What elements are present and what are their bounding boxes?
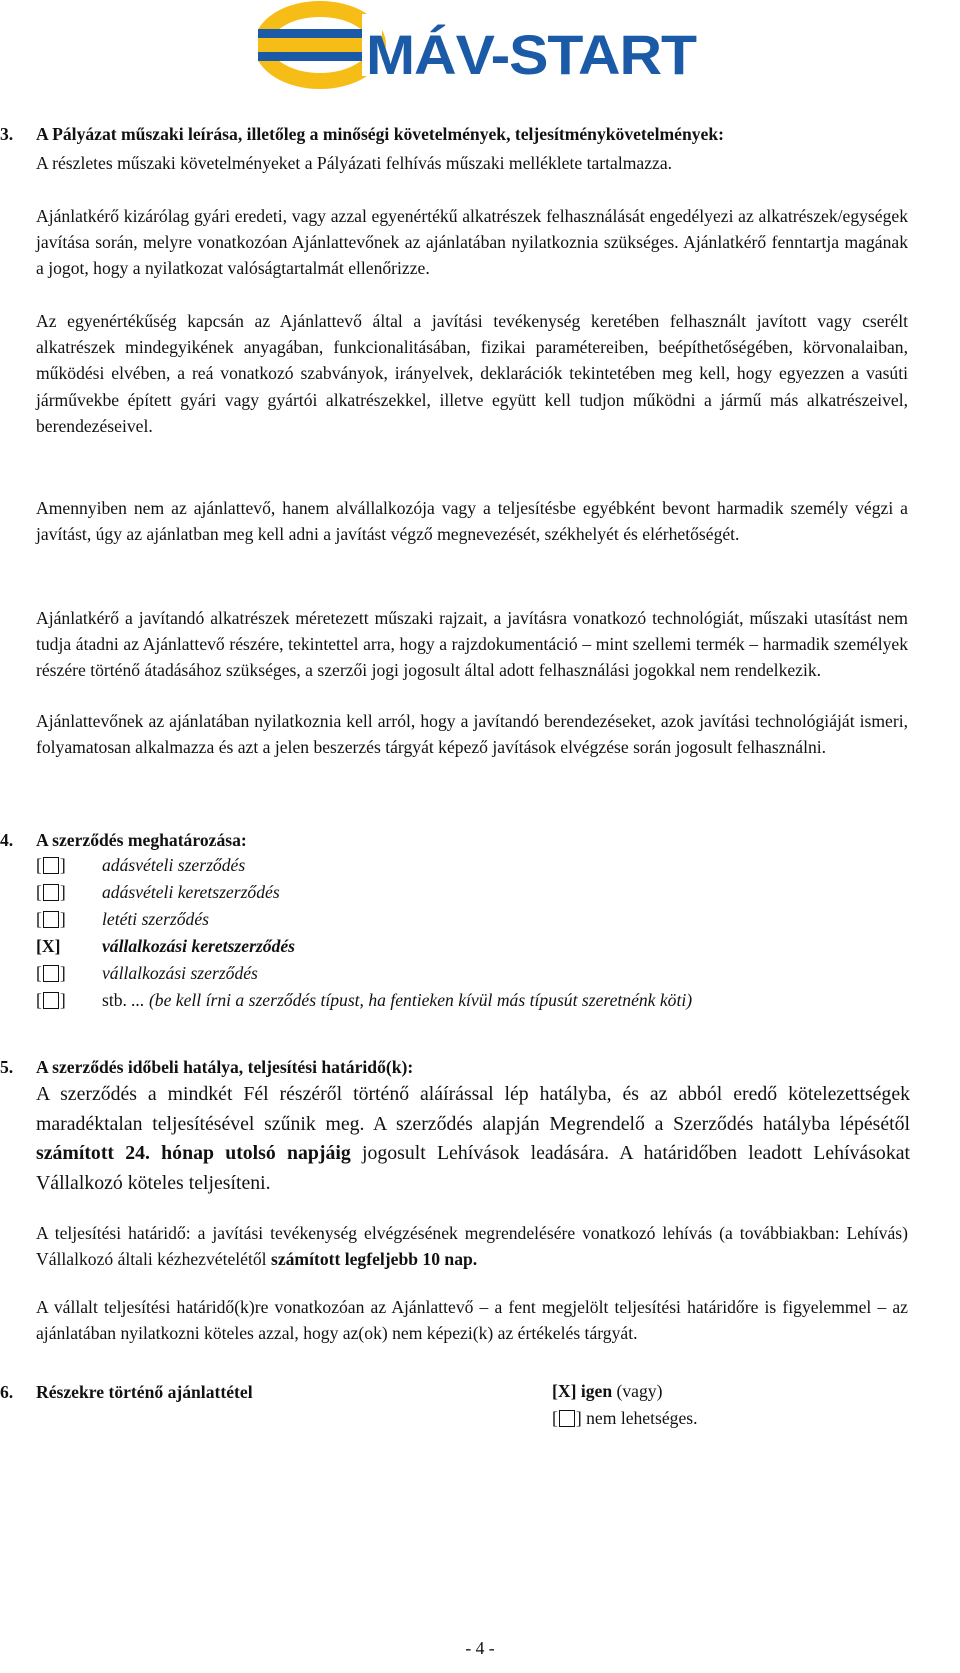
contract-option[interactable]: [ ] letéti szerződés <box>36 909 210 929</box>
split-option-no[interactable]: [ ] nem lehetséges. <box>552 1408 698 1428</box>
section-6-number: 6. <box>0 1382 14 1402</box>
checkbox-empty[interactable] <box>43 965 59 982</box>
checkbox-empty[interactable] <box>43 884 59 901</box>
page-number: - 4 - <box>465 1638 495 1658</box>
checkbox-empty[interactable] <box>43 857 59 874</box>
logo-emblem-icon <box>258 9 382 81</box>
logo-wordmark: MÁV-START <box>366 23 697 86</box>
section-4-number: 4. <box>0 830 14 850</box>
section-5-paragraph-3: A vállalt teljesítési határidő(k)re vonatkozóan az Ajánlattevő – a fent megjelölt teljesítési határidőre is figyelemmel – az ajánlatában nyilatkozni köteles azzal, hogy az(ok) nem képezi(k) az értékelés tárgyát. <box>36 1297 908 1344</box>
checkbox-empty[interactable] <box>559 1410 575 1427</box>
section-5-paragraph-1: A szerződés a mindkét Fél részéről történő aláírással lép hatályba, és az abból eredő kötelezettségek maradéktalan teljesítésével szűnik meg. A szerződés alapján Megrendelő a Szerződés hatályba lépésétől számított 24. hónap utolsó napjáig jogosult Lehívások leadására. A határidőben leadott Lehívásokat Vállalkozó köteles teljesíteni. <box>36 1083 910 1194</box>
contract-option[interactable]: [ ] vállalkozási szerződés <box>36 963 258 983</box>
contract-option-selected[interactable]: [X] vállalkozási keretszerződés <box>36 933 295 959</box>
section-3-title: A Pályázat műszaki leírása, illetőleg a minőségi követelmények, teljesítménykövetelmények: <box>36 124 724 144</box>
section-6-title: Részekre történő ajánlattétel <box>36 1382 253 1402</box>
checkbox-checked[interactable]: [X] <box>36 936 61 956</box>
section-3-paragraph-2: Az egyenértékűség kapcsán az Ajánlattevő által a javítási tevékenység keretében felhasznált javított vagy cserélt alkatrészek mindegyikének anyagában, funkcionalitásában, fizikai paramétereiben, beépíthetőségében, körvonalaiban, működési elvében, a reá vonatkozó szabványok, irányelvek, deklarációk tekintetében meg kell, hogy egyezzen a vasúti járművekbe épített gyári vagy gyártói alkatrészekkel, illetve együtt kell tudjon működni a jármű más alkatrészeivel, berendezéseivel. <box>36 311 908 436</box>
section-3-paragraph-4: Ajánlatkérő a javítandó alkatrészek méretezett műszaki rajzait, a javításra vonatkozó technológiát, műszaki utasítást nem tudja átadni az Ajánlattevő részére, tekintettel arra, hogy a rajzdokumentáció – mint szellemi termék – harmadik személyek részére történő átadásához szükséges, a szerzői jogi jogosult által adott felhasználási jogokkal nem rendelkezik. <box>36 608 908 681</box>
mav-start-logo <box>258 0 698 100</box>
checkbox-empty[interactable] <box>43 911 59 928</box>
section-4-title: A szerződés meghatározása: <box>36 830 247 850</box>
contract-option[interactable]: [ ] adásvételi keretszerződés <box>36 882 280 902</box>
section-3-paragraph-1: Ajánlatkérő kizárólag gyári eredeti, vagy azzal egyenértékű alkatrészek felhasználását engedélyezi az alkatrészek/egységek javítása során, melyre vonatkozóan Ajánlattevőnek az ajánlatában nyilatkoznia szükséges. Ajánlatkérő fenntartja magának a jogot, hogy a nyilatkozat valóságtartalmát ellenőrizze. <box>36 206 908 279</box>
section-3-paragraph-3: Amennyiben nem az ajánlattevő, hanem alvállalkozója vagy a teljesítésbe egyébként bevont harmadik személy végzi a javítást, úgy az ajánlatban meg kell adni a javítást végző megnevezését, székhelyét és elérhetőségét. <box>36 498 908 545</box>
section-3-intro: A részletes műszaki követelményeket a Pályázati felhívás műszaki melléklete tartalmazza. <box>36 153 673 173</box>
checkbox-empty[interactable] <box>43 992 59 1009</box>
section-5-paragraph-2: A teljesítési határidő: a javítási tevékenység elvégzésének megrendelésére vonatkozó lehívás (a továbbiakban: Lehívás) Vállalkozó általi kézhezvételétől számított legfeljebb 10 nap. <box>36 1223 908 1270</box>
section-3-number: 3. <box>0 124 14 144</box>
split-option-yes[interactable]: [X] igen (vagy) <box>552 1381 663 1401</box>
section-3-paragraph-5: Ajánlattevőnek az ajánlatában nyilatkoznia kell arról, hogy a javítandó berendezéseket, azok javítási technológiáját ismeri, folyamatosan alkalmazza és azt a jelen beszerzés tárgyát képező javítások elvégzése során jogosult felhasználni. <box>36 711 908 758</box>
checkbox-checked[interactable]: [X] igen <box>552 1381 613 1401</box>
contract-option[interactable]: [ ] adásvételi szerződés <box>36 855 246 875</box>
contract-option[interactable]: [ ] stb. ... (be kell írni a szerződés típust, ha fentieken kívül más típusút szeretnénk köti) <box>36 990 693 1010</box>
section-5-title: A szerződés időbeli hatálya, teljesítési határidő(k): <box>36 1057 414 1077</box>
section-5-number: 5. <box>0 1057 14 1077</box>
